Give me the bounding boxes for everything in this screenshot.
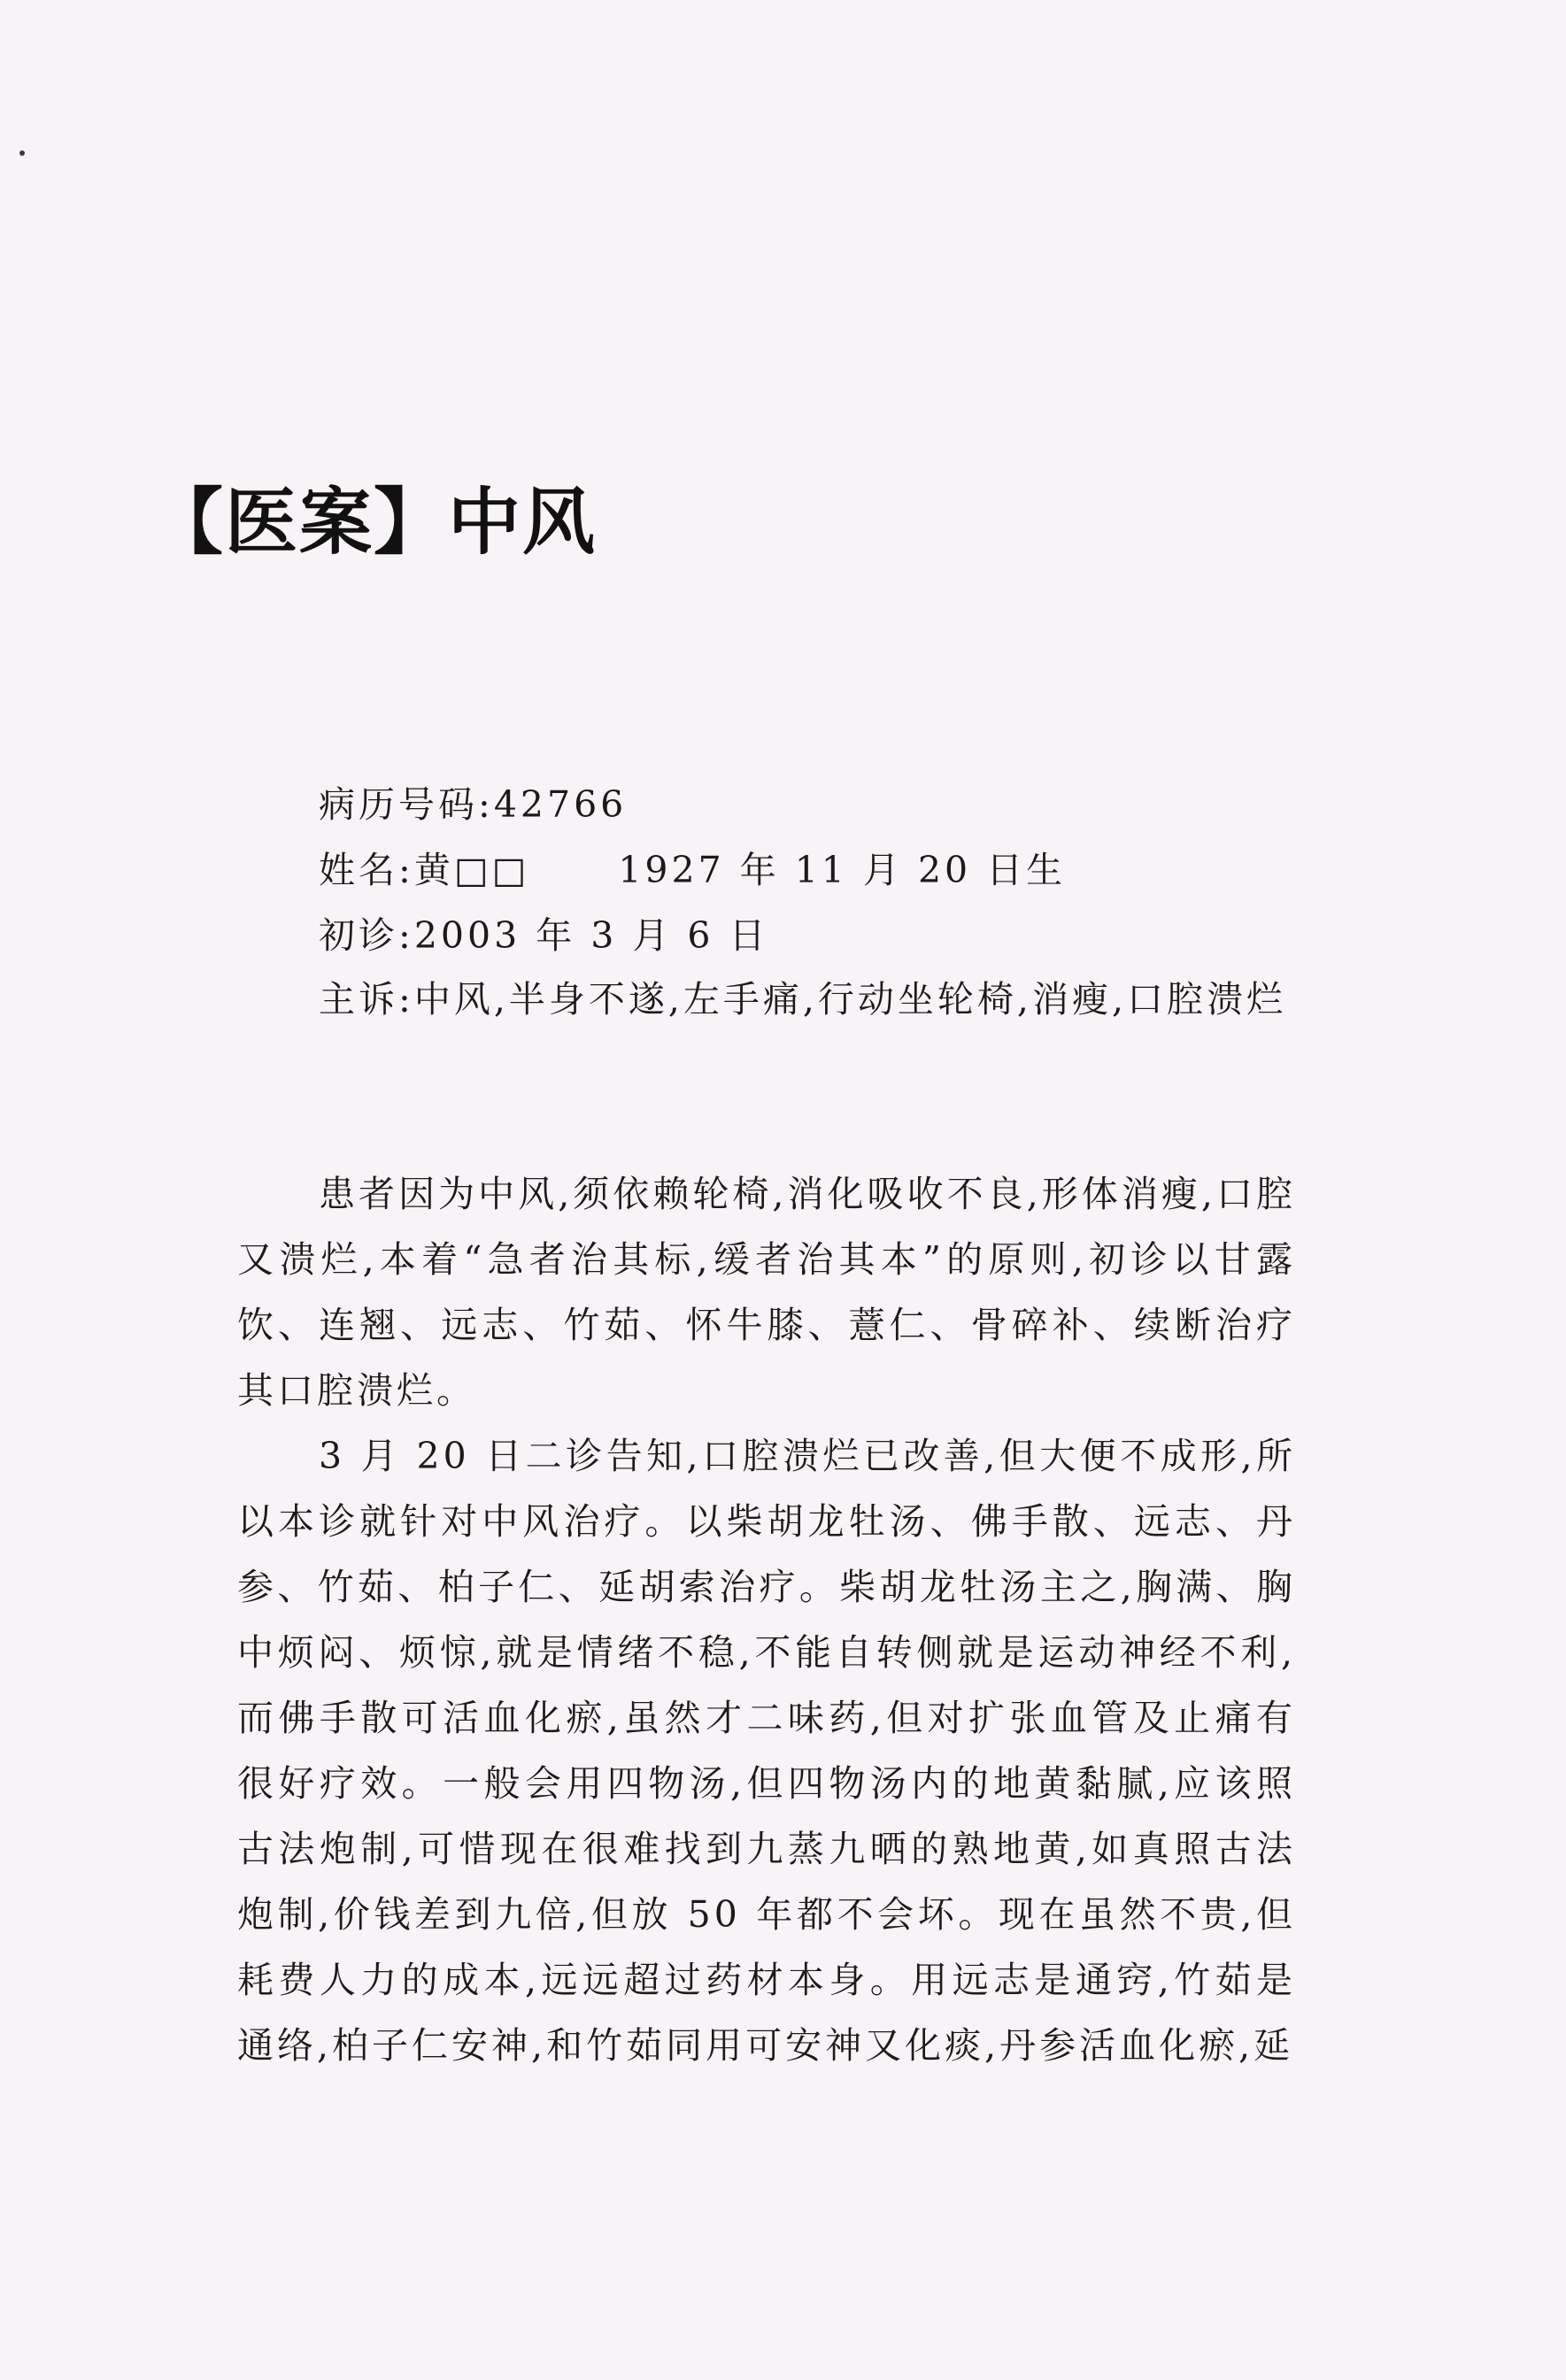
first-visit-label: 初诊: [319,914,414,957]
first-visit-line [319,903,1310,968]
complaint-label: 主诉: [319,978,414,1021]
record-info [319,772,1310,968]
paragraph: 3 月 20 日二诊告知,口腔溃烂已改善,但大便不成形,所以本诊就针对中风治疗。以柴胡龙牡汤、佛手散、远志、丹参、竹茹、柏子仁、延胡索治疗。柴胡龙牡汤主之,胸满、胸中烦闷、烦惊,就是情绪不稳,不能自转侧就是运动神经不利,而佛手散可活血化瘀,虽然才二味药,但对扩张血管及止痛有很好疗效。一般会用四物汤,但四物汤内的地黄黏腻,应该照古法炮制,可惜现在很难找到九蒸九晒的熟地黄,如真照古法炮制,价钱差到九倍,但放 50 年都不会坏。现在虽然不贵,但耗费人力的成本,远远超过药材本身。用远志是通窍,竹茹是通络,柏子仁安神,和竹茹同用可安神又化痰,丹参活血化瘀,延 [237,1435,1296,2067]
scan-speck [19,150,25,156]
page-title: 【医案】中风 [150,481,598,565]
paragraph: 患者因为中风,须依赖轮椅,消化吸收不良,形体消瘦,口腔又溃烂,本着“急者治其标,缓者治其本”的原则,初诊以甘露饮、连翘、远志、竹茹、怀牛膝、薏仁、骨碎补、续断治疗其口腔溃烂。 [237,1173,1296,1412]
name-label: 姓名: [319,849,414,891]
patient-name-line [319,837,1310,903]
case-body [237,1161,1296,2078]
first-visit-value: 2003 年 3 月 6 日 [413,914,769,957]
complaint-value: 中风,半身不遂,左手痛,行动坐轮椅,消瘦,口腔溃烂 [413,978,1286,1021]
chief-complaint [237,967,1296,1032]
record-number-value: 42766 [493,783,628,826]
record-number [319,772,1310,837]
name-value: 黄□□ [413,849,530,891]
birth-date: 1927 年 11 月 20 日生 [618,849,1067,891]
record-number-label: 病历号码: [319,783,494,826]
